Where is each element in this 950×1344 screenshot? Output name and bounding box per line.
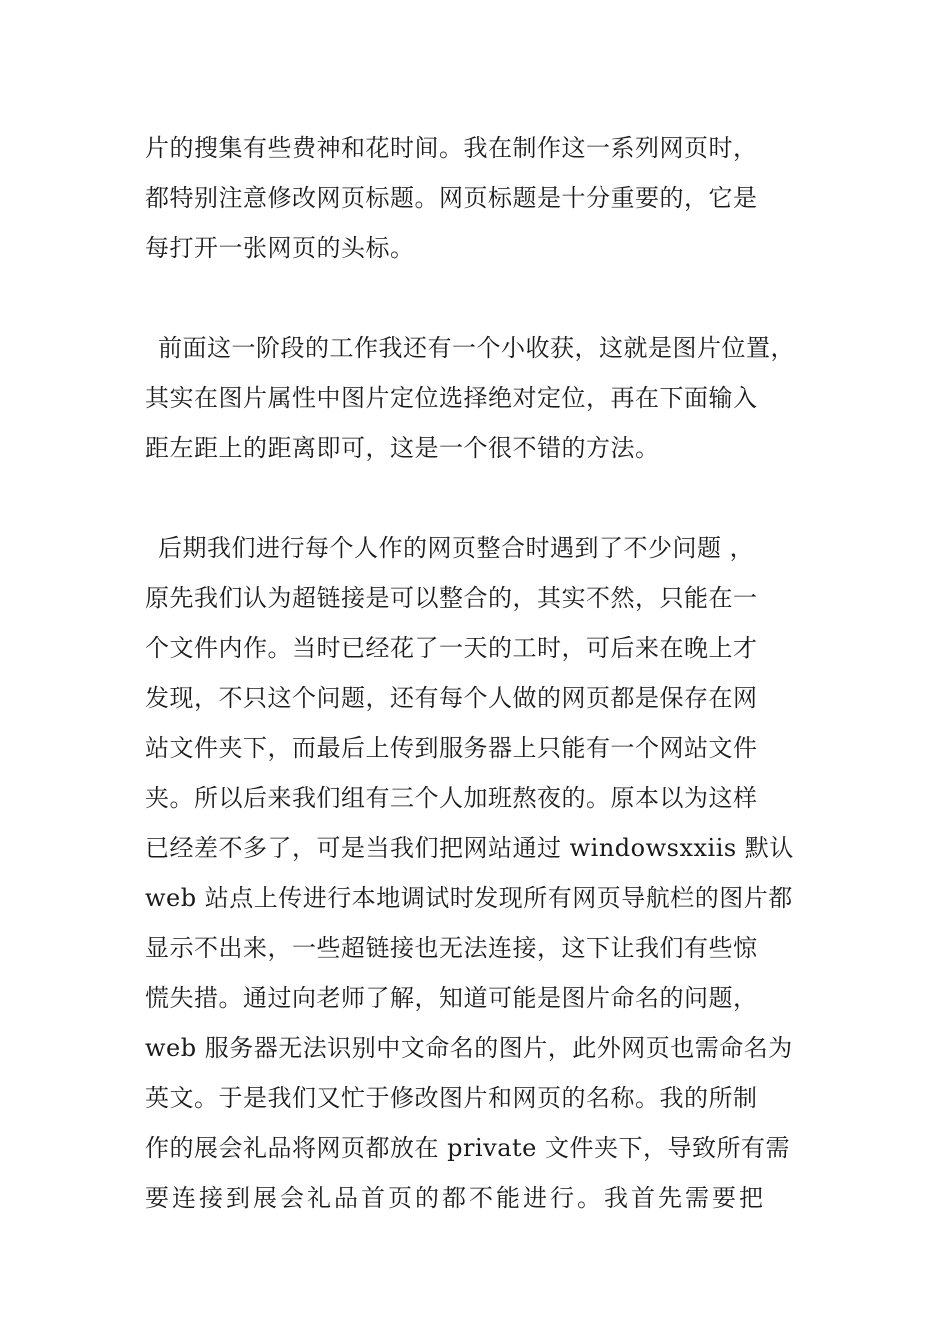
text-line: 个文件内作。当时已经花了一天的工时，可后来在晚上才 <box>145 634 758 662</box>
text-line: 站文件夹下，而最后上传到服务器上只能有一个网站文件 <box>145 734 758 762</box>
text-line: 要连接到展会礼品首页的都不能进行。我首先需要把 <box>145 1184 766 1212</box>
text-line: web 站点上传进行本地调试时发现所有网页导航栏的图片都 <box>145 884 793 912</box>
text-line: 已经差不多了，可是当我们把网站通过 windowsxxiis 默认 <box>145 834 794 862</box>
text-line: 片的搜集有些费神和花时间。我在制作这一系列网页时， <box>145 134 758 162</box>
text-line: 距左距上的距离即可，这是一个很不错的方法。 <box>145 434 660 462</box>
text-line: 显示不出来，一些超链接也无法连接，这下让我们有些惊 <box>145 934 758 962</box>
text-line: 后期我们进行每个人作的网页整合时遇到了不少问题 ， <box>158 534 755 562</box>
text-line: 发现，不只这个问题，还有每个人做的网页都是保存在网 <box>145 684 758 712</box>
text-line: 每打开一张网页的头标。 <box>145 234 415 262</box>
text-line: 前面这一阶段的工作我还有一个小收获，这就是图片位置， <box>158 334 795 362</box>
text-line: 夹。所以后来我们组有三个人加班熬夜的。原本以为这样 <box>145 784 758 812</box>
text-line: 都特别注意修改网页标题。网页标题是十分重要的，它是 <box>145 184 758 212</box>
text-line: 作的展会礼品将网页都放在 private 文件夹下，导致所有需 <box>145 1134 790 1162</box>
text-line: web 服务器无法识别中文命名的图片，此外网页也需命名为 <box>145 1034 793 1062</box>
text-line: 原先我们认为超链接是可以整合的，其实不然，只能在一 <box>145 584 758 612</box>
text-line: 慌失措。通过向老师了解，知道可能是图片命名的问题， <box>145 984 758 1012</box>
text-line: 英文。于是我们又忙于修改图片和网页的名称。我的所制 <box>145 1084 758 1112</box>
text-line: 其实在图片属性中图片定位选择绝对定位，再在下面输入 <box>145 384 758 412</box>
